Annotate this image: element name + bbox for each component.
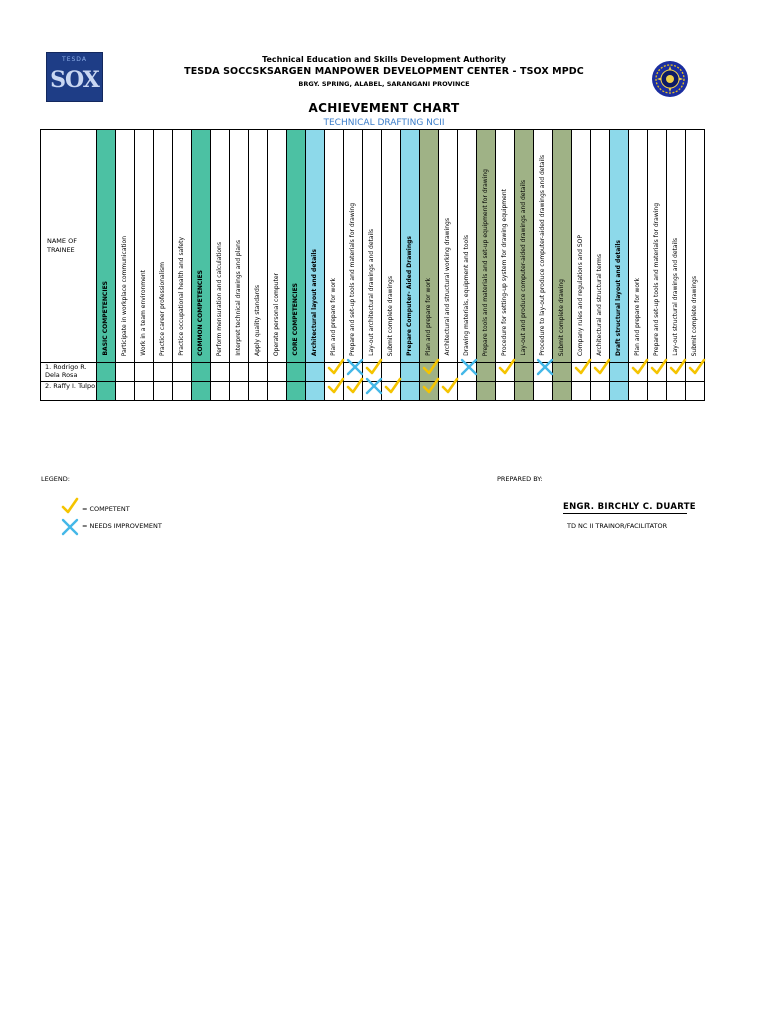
competency-header (420, 130, 439, 363)
check-icon (687, 357, 707, 377)
logo-text: SOX (50, 67, 99, 93)
achievement-cell (306, 382, 325, 401)
achievement-cell (116, 382, 135, 401)
competency-header (382, 130, 401, 363)
competency-label: Company rules and regulations and SOP (577, 234, 584, 356)
achievement-table (40, 129, 705, 401)
achievement-cell (477, 382, 496, 401)
competency-header (591, 130, 610, 363)
achievement-cell (401, 382, 420, 401)
achievement-cell (496, 363, 515, 382)
achievement-cell (439, 382, 458, 401)
competency-label: Prepare tools and materials and set-up equipment for drawing (482, 168, 489, 356)
achievement-cell (667, 382, 686, 401)
legend-label: LEGEND: (41, 475, 70, 483)
competency-label: Submit complete drawing (558, 278, 565, 356)
competency-label: Apply quality standards (254, 284, 261, 356)
achievement-cell (686, 382, 705, 401)
competency-header (135, 130, 154, 363)
signature-underline (563, 513, 687, 514)
competency-label: Architectural and structural working drawings (444, 218, 451, 356)
competency-header (173, 130, 192, 363)
achievement-cell (249, 382, 268, 401)
competency-group-header (97, 130, 116, 363)
competency-header (515, 130, 534, 363)
prepared-by-label: PREPARED BY: (497, 475, 543, 483)
competency-label: Participate in workplace communication (121, 235, 128, 356)
competency-label: Procedure for setting-up system for drawing equipment (501, 189, 508, 356)
logo-top-text: TESDA (62, 56, 87, 63)
competency-label: Submit complete drawings (691, 275, 698, 356)
competency-header (268, 130, 287, 363)
signatory-position: TD NC II TRAINOR/FACILITATOR (567, 522, 668, 530)
center-name: TESDA SOCCSKSARGEN MANPOWER DEVELOPMENT CENTER - TSOX MPDC (184, 66, 584, 77)
achievement-cell (591, 363, 610, 382)
achievement-cell (553, 382, 572, 401)
achievement-cell (363, 382, 382, 401)
achievement-cell (154, 382, 173, 401)
trainee-name: 2. Raffy I. Tulpo (41, 382, 97, 401)
competency-header (458, 130, 477, 363)
achievement-cell (648, 382, 667, 401)
achievement-cell (173, 382, 192, 401)
competency-label: CORE COMPETENCIES (292, 283, 299, 356)
competency-label: Lay-out structural drawings and details (672, 238, 679, 356)
achievement-cell (610, 382, 629, 401)
trainee-row (41, 382, 705, 401)
competency-header (439, 130, 458, 363)
competency-label: Architectural and structural terms (596, 254, 603, 356)
achievement-cell (629, 382, 648, 401)
competency-label: Procedure to lay-out produce computer-aided drawings and details (539, 155, 546, 356)
check-icon (60, 496, 80, 516)
achievement-cell (458, 363, 477, 382)
competency-header (249, 130, 268, 363)
competency-group-header (192, 130, 211, 363)
competency-label: Lay-out and produce computer-aided drawings and details (520, 180, 527, 356)
competency-header (116, 130, 135, 363)
achievement-cell (420, 382, 439, 401)
signatory-name: ENGR. BIRCHLY C. DUARTE (563, 502, 696, 512)
achievement-cell (553, 363, 572, 382)
competency-label: Prepare Computer- Aided Drawings (406, 236, 413, 356)
achievement-cell (192, 382, 211, 401)
achievement-cell (648, 363, 667, 382)
achievement-cell (116, 363, 135, 382)
competency-header (477, 130, 496, 363)
competency-header (534, 130, 553, 363)
competency-label: Perform mensuration and calculations (216, 241, 223, 356)
achievement-cell (686, 363, 705, 382)
competency-header (572, 130, 591, 363)
agency-name: Technical Education and Skills Development Authority (262, 55, 506, 64)
competency-header (211, 130, 230, 363)
achievement-cell (135, 363, 154, 382)
achievement-cell (534, 363, 553, 382)
header-row (41, 130, 705, 363)
competency-header (325, 130, 344, 363)
achievement-cell (249, 363, 268, 382)
competency-label: Prepare and set-up tools and materials for drawing (653, 203, 660, 356)
competency-group-header (306, 130, 325, 363)
competency-header (667, 130, 686, 363)
achievement-cell (610, 363, 629, 382)
achievement-cell (154, 363, 173, 382)
competency-label: Practice career professionalism (159, 262, 166, 356)
achievement-cell (287, 382, 306, 401)
achievement-cell (230, 382, 249, 401)
competency-group-header (401, 130, 420, 363)
legend-competent: = COMPETENT (82, 505, 130, 513)
competency-header (553, 130, 572, 363)
competency-label: Work in a team environment (140, 270, 147, 356)
achievement-cell (173, 363, 192, 382)
achievement-cell (477, 363, 496, 382)
achievement-cell (401, 363, 420, 382)
achievement-cell (572, 382, 591, 401)
center-address: BRGY. SPRING, ALABEL, SARANGANI PROVINCE (298, 80, 470, 88)
competency-label: Operate personal computer (273, 272, 280, 356)
trainee-name: 1. Rodrigo R. Dela Rosa (41, 363, 97, 382)
achievement-cell (211, 363, 230, 382)
competency-label: Architectural layout and details (311, 248, 318, 356)
competency-label: Plan and prepare for work (634, 278, 641, 356)
achievement-cell (667, 363, 686, 382)
achievement-cell (211, 382, 230, 401)
achievement-cell (97, 382, 116, 401)
achievement-cell (268, 363, 287, 382)
achievement-cell (458, 382, 477, 401)
achievement-cell (230, 363, 249, 382)
competency-label: Lay-out architectural drawings and details (368, 229, 375, 356)
name-column-header: NAME OF TRAINEE (41, 130, 97, 363)
achievement-cell (192, 363, 211, 382)
competency-header (686, 130, 705, 363)
competency-label: Draft structural layout and details (615, 240, 622, 356)
competency-header (648, 130, 667, 363)
achievement-cell (534, 382, 553, 401)
achievement-cell (629, 363, 648, 382)
competency-header (363, 130, 382, 363)
competency-label: BASIC COMPETENCIES (102, 281, 109, 356)
cross-icon (60, 517, 80, 537)
competency-label: Plan and prepare for work (330, 278, 337, 356)
competency-label: COMMON COMPETENCIES (197, 270, 204, 356)
achievement-cell (572, 363, 591, 382)
achievement-cell (515, 382, 534, 401)
competency-header (629, 130, 648, 363)
competency-group-header (610, 130, 629, 363)
achievement-cell (591, 382, 610, 401)
competency-label: Plan and prepare for work (425, 278, 432, 356)
legend-needs-improvement: = NEEDS IMPROVEMENT (82, 522, 162, 530)
achievement-cell (97, 363, 116, 382)
achievement-cell (306, 363, 325, 382)
achievement-cell (344, 382, 363, 401)
competency-header (154, 130, 173, 363)
achievement-cell (268, 382, 287, 401)
competency-label: Submit complete drawings (387, 275, 394, 356)
competency-group-header (287, 130, 306, 363)
achievement-cell (496, 382, 515, 401)
competency-label: Drawing materials, equipment and tools (463, 235, 470, 356)
competency-header (344, 130, 363, 363)
competency-label: Practice occupational health and safety (178, 237, 185, 356)
competency-header (496, 130, 515, 363)
achievement-cell (287, 363, 306, 382)
page-subtitle: TECHNICAL DRAFTING NCII (323, 118, 445, 128)
achievement-cell (515, 363, 534, 382)
achievement-cell (325, 382, 344, 401)
achievement-cell (382, 382, 401, 401)
competency-header (230, 130, 249, 363)
competency-label: Interpret technical drawings and plans (235, 240, 242, 356)
competency-label: Prepare and set-up tools and materials for drawing (349, 203, 356, 356)
page-title: ACHIEVEMENT CHART (308, 101, 460, 115)
achievement-cell (135, 382, 154, 401)
